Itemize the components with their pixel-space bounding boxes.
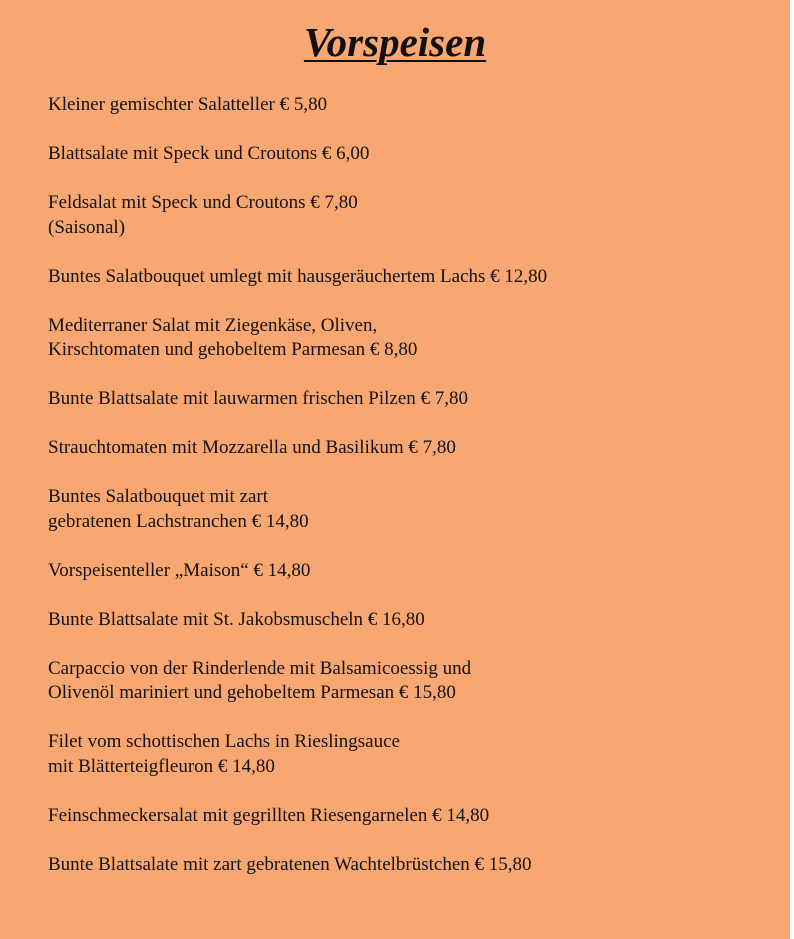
menu-item-line: Mediterraner Salat mit Ziegenkäse, Oliven, xyxy=(48,314,378,336)
menu-item-line: (Saisonal) xyxy=(48,216,126,238)
menu-item xyxy=(48,853,768,878)
menu-item xyxy=(48,657,768,706)
menu-item-line: Kirschtomaten und gehobeltem Parmesan € 8,80 xyxy=(48,339,418,360)
menu-item-line: Bunte Blattsalate mit lauwarmen frischen Pilzen € 7,80 xyxy=(48,388,469,409)
menu-title: Vorspeisen xyxy=(303,19,487,65)
menu-item xyxy=(48,804,768,829)
menu-item xyxy=(48,436,768,461)
menu-item-line: gebratenen Lachstranchen € 14,80 xyxy=(48,510,309,532)
menu-item-line: Blattsalate mit Speck und Croutons € 6,00 xyxy=(48,143,370,164)
menu-item-line: Filet vom schottischen Lachs in Rieslingsauce xyxy=(48,731,400,752)
menu-item xyxy=(48,387,768,412)
menu-item-line: Carpaccio von der Rinderlende mit Balsamicoessig und xyxy=(48,657,472,679)
menu-item xyxy=(48,93,768,118)
menu-item-line: Kleiner gemischter Salatteller € 5,80 xyxy=(48,94,328,115)
menu-item-line: Bunte Blattsalate mit zart gebratenen Wachtelbrüstchen € 15,80 xyxy=(48,853,532,875)
menu-item-line: Olivenöl mariniert und gehobeltem Parmesan € 15,80 xyxy=(48,682,456,703)
menu-item xyxy=(48,559,768,584)
menu-item xyxy=(48,485,768,534)
menu-item-list xyxy=(48,93,768,902)
menu-item-line: Feinschmeckersalat mit gegrillten Riesengarnelen € 14,80 xyxy=(48,804,490,826)
menu-item xyxy=(48,191,768,240)
menu-item xyxy=(48,265,768,290)
menu-item-line: Buntes Salatbouquet umlegt mit hausgeräuchertem Lachs € 12,80 xyxy=(48,265,548,287)
menu-item xyxy=(48,314,768,363)
menu-item-line: Vorspeisenteller „Maison“ € 14,80 xyxy=(48,559,311,581)
menu-item-line: Bunte Blattsalate mit St. Jakobsmuscheln € 16,80 xyxy=(48,608,425,630)
menu-item-line: Strauchtomaten mit Mozzarella und Basilikum € 7,80 xyxy=(48,437,456,458)
menu-item xyxy=(48,608,768,633)
menu-item-line: mit Blätterteigfleuron € 14,80 xyxy=(48,755,275,777)
menu-item xyxy=(48,730,768,779)
menu-item xyxy=(48,142,768,167)
menu-item-line: Feldsalat mit Speck und Croutons € 7,80 xyxy=(48,192,358,213)
menu-item-line: Buntes Salatbouquet mit zart xyxy=(48,486,269,507)
